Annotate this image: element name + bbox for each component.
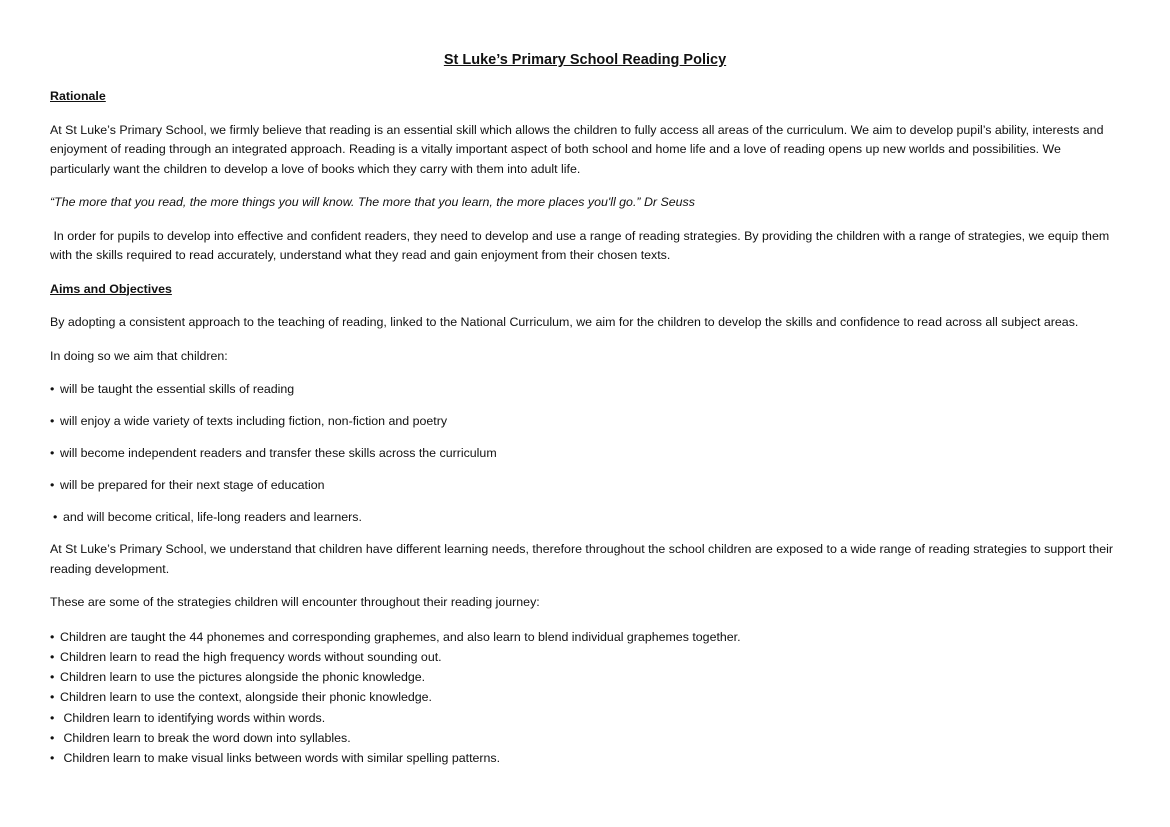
aims-heading: Aims and Objectives: [50, 281, 172, 296]
strategy-list-item: • Children learn to identifying words within words.: [50, 708, 1120, 728]
strategies-list: [50, 627, 1120, 769]
strategies-rationale-paragraph: In order for pupils to develop into effective and confident readers, they need to develop and use a range of reading strategies. By providing the children with a range of strategies, we equip them with the skills required to read accurately, understand what they read and gain enjoyment from their chosen texts.: [50, 228, 1113, 262]
bullet-icon: •: [50, 414, 55, 428]
learning-needs-paragraph: At St Luke’s Primary School, we understand that children have different learning needs, therefore throughout the school children are exposed to a wide range of reading strategies to support their reading development.: [50, 542, 1114, 576]
bullet-icon: •: [50, 629, 55, 644]
aims-list-item: • will be taught the essential skills of reading: [50, 380, 1120, 400]
aims-list: [50, 380, 1120, 528]
dr-seuss-quote: “The more that you read, the more things you will know. The more that you learn, the more places you'll go.” Dr Seuss: [50, 195, 695, 209]
aims-intro: By adopting a consistent approach to the teaching of reading, linked to the National Curriculum, we aim for the children to develop the skills and confidence to read across all subject areas.: [50, 315, 1079, 329]
bullet-icon: •: [50, 710, 55, 725]
aims-lead: In doing so we aim that children:: [50, 348, 228, 363]
rationale-heading: Rationale: [50, 89, 106, 103]
strategy-list-item: • Children learn to use the pictures alongside the phonic knowledge.: [50, 667, 1120, 687]
strategy-list-item: • Children learn to read the high frequency words without sounding out.: [50, 647, 1120, 667]
strategy-list-item: • Children learn to use the context, alongside their phonic knowledge.: [50, 687, 1120, 707]
bullet-icon: •: [50, 446, 55, 460]
bullet-icon: •: [50, 382, 55, 396]
strategy-list-item: • Children are taught the 44 phonemes and corresponding graphemes, and also learn to blend individual graphemes together.: [50, 627, 1120, 647]
strategies-lead: These are some of the strategies children will encounter throughout their reading journey:: [50, 595, 540, 609]
bullet-icon: •: [50, 649, 55, 664]
strategy-list-item: • Children learn to break the word down into syllables.: [50, 728, 1120, 748]
bullet-icon: •: [50, 478, 55, 492]
aims-list-item: • will enjoy a wide variety of texts including fiction, non-fiction and poetry: [50, 412, 1120, 432]
document-title: St Luke’s Primary School Reading Policy: [443, 52, 727, 68]
bullet-icon: •: [50, 670, 55, 685]
bullet-icon: •: [50, 730, 55, 745]
strategy-list-item: • Children learn to make visual links between words with similar spelling patterns.: [50, 748, 1120, 768]
bullet-icon: •: [50, 751, 55, 766]
rationale-paragraph: At St Luke’s Primary School, we firmly believe that reading is an essential skill which allows the children to fully access all areas of the curriculum. We aim to develop pupil’s ability, interests and enjoyment of reading through an integrated approach. Reading is a vitally important aspect of both school and home life and a love of reading opens up new worlds and possibilities. We particularly want the children to develop a love of books which they carry with them into adult life.: [50, 122, 1104, 176]
document-page: [50, 50, 1120, 769]
aims-list-item: • will become independent readers and transfer these skills across the curriculum: [50, 444, 1120, 464]
aims-list-item: • will be prepared for their next stage of education: [50, 476, 1120, 496]
bullet-icon: •: [50, 690, 55, 705]
bullet-icon: •: [53, 510, 58, 524]
aims-list-item: • and will become critical, life-long readers and learners.: [50, 508, 1120, 528]
